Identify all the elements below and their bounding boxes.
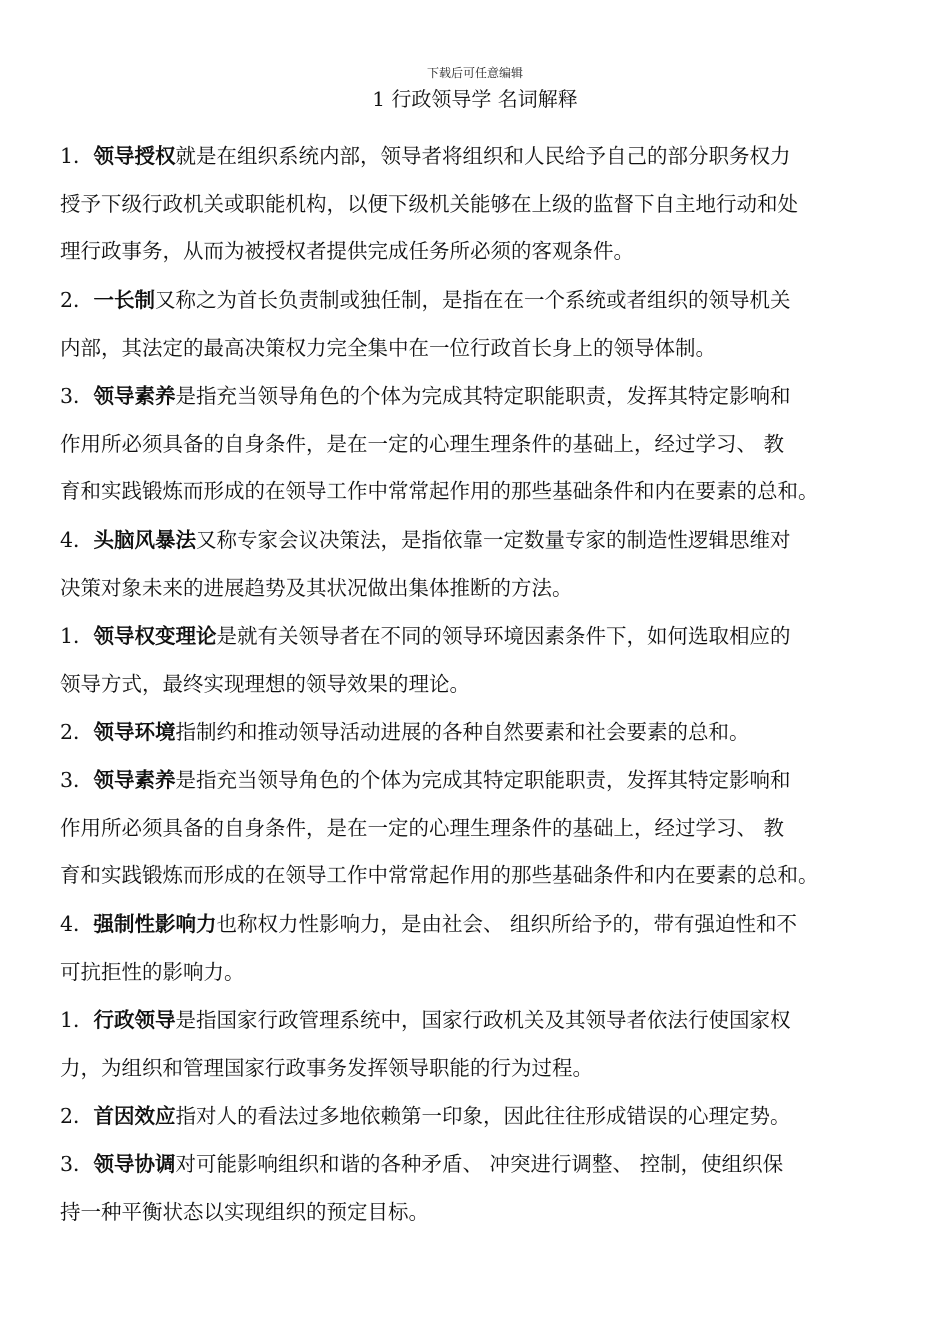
entry-text: 可抗拒性的影响力。 — [60, 959, 245, 984]
entry-text: 育和实践锻炼而形成的在领导工作中常常起作用的那些基础条件和内在要素的总和。 — [60, 479, 819, 503]
entry-line — [60, 277, 900, 325]
entry-line — [60, 1045, 900, 1093]
entry-text: 决策对象未来的进展趋势及其状况做出集体推断的方法。 — [60, 575, 573, 600]
entry-text: 是指国家行政管理系统中，国家行政机关及其领导者依法行使国家权 — [175, 1008, 791, 1032]
entry-line — [60, 325, 900, 373]
entry-text: 是指充当领导角色的个体为完成其特定职能职责，发挥其特定影响和 — [175, 384, 791, 408]
entry-line — [60, 1093, 900, 1141]
entry-text: 指制约和推动领导活动进展的各种自然要素和社会要素的总和。 — [175, 720, 750, 744]
definition-entry — [60, 613, 900, 708]
entry-term: 领导授权 — [93, 144, 176, 168]
entry-line — [60, 1141, 900, 1189]
entry-line — [60, 852, 900, 900]
entry-text: 是就有关领导者在不同的领导环境因素条件下，如何选取相应的 — [216, 624, 791, 648]
entry-number: 2． — [60, 720, 94, 744]
entry-number: 3． — [60, 768, 94, 792]
entry-number: 2． — [60, 1104, 94, 1128]
entry-number: 1． — [60, 1008, 94, 1032]
entry-text: 是指充当领导角色的个体为完成其特定职能职责，发挥其特定影响和 — [175, 768, 791, 792]
entry-line — [60, 997, 900, 1045]
entry-text: 作用所必须具备的自身条件，是在一定的心理生理条件的基础上，经过学习、 教 — [60, 815, 785, 840]
entry-line — [60, 901, 900, 949]
entry-text: 又称之为首长负责制或独任制，是指在在一个系统或者组织的领导机关 — [155, 288, 791, 312]
entry-line — [60, 421, 900, 469]
entry-text: 内部，其法定的最高决策权力完全集中在一位行政首长身上的领导体制。 — [60, 335, 716, 360]
entry-text: 理行政事务，从而为被授权者提供完成任务所必须的客观条件。 — [60, 239, 634, 263]
entry-line — [60, 661, 900, 709]
definition-entry — [60, 1093, 900, 1141]
definition-entry — [60, 517, 900, 612]
entry-line — [60, 468, 900, 516]
entry-number: 1． — [60, 144, 94, 168]
entry-term: 领导素养 — [93, 768, 176, 792]
entry-term: 首因效应 — [93, 1104, 176, 1128]
entry-number: 1． — [60, 624, 94, 648]
entry-term: 领导协调 — [93, 1152, 176, 1176]
definition-entry — [60, 997, 900, 1092]
entry-line — [60, 517, 900, 565]
entry-text: 持一种平衡状态以实现组织的预定目标。 — [60, 1199, 429, 1224]
definition-entry — [60, 757, 900, 900]
entry-term: 强制性影响力 — [93, 912, 217, 936]
entry-line — [60, 228, 900, 276]
entry-term: 行政领导 — [93, 1008, 176, 1032]
entry-number: 3． — [60, 1152, 94, 1176]
entry-number: 2． — [60, 288, 94, 312]
entry-line — [60, 613, 900, 661]
entry-text: 就是在组织系统内部，领导者将组织和人民给予自己的部分职务权力 — [175, 144, 791, 168]
entry-text: 领导方式，最终实现理想的领导效果的理论。 — [60, 671, 470, 696]
entry-line — [60, 373, 900, 421]
entry-text: 力，为组织和管理国家行政事务发挥领导职能的行为过程。 — [60, 1055, 593, 1080]
entry-text: 也称权力性影响力，是由社会、 组织所给予的，带有强迫性和不 — [216, 912, 798, 936]
entry-line — [60, 949, 900, 997]
entry-text: 对可能影响组织和谐的各种矛盾、 冲突进行调整、 控制，使组织保 — [175, 1152, 784, 1176]
entry-number: 3． — [60, 384, 94, 408]
entry-text: 作用所必须具备的自身条件，是在一定的心理生理条件的基础上，经过学习、 教 — [60, 431, 785, 456]
definition-entry — [60, 709, 900, 757]
entry-line — [60, 805, 900, 853]
entry-line — [60, 565, 900, 613]
entry-term: 头脑风暴法 — [93, 528, 197, 552]
entry-text: 育和实践锻炼而形成的在领导工作中常常起作用的那些基础条件和内在要素的总和。 — [60, 863, 819, 887]
entry-number: 4． — [60, 912, 94, 936]
entry-text: 又称专家会议决策法，是指依靠一定数量专家的制造性逻辑思维对 — [196, 528, 791, 552]
definition-entry — [60, 373, 900, 516]
entry-line — [60, 181, 900, 229]
definition-entry — [60, 133, 900, 276]
entry-term: 领导权变理论 — [93, 624, 217, 648]
page-title: 1 行政领导学 名词解释 — [372, 87, 578, 111]
entry-text: 指对人的看法过多地依赖第一印象，因此往往形成错误的心理定势。 — [175, 1104, 791, 1128]
entry-term: 领导环境 — [93, 720, 176, 744]
entry-line — [60, 133, 900, 181]
definition-entry — [60, 277, 900, 372]
header-note: 下载后可任意编辑 — [426, 66, 523, 80]
entry-line — [60, 709, 900, 757]
entry-line — [60, 1189, 900, 1237]
entry-line — [60, 757, 900, 805]
definition-entry — [60, 901, 900, 996]
entry-term: 领导素养 — [93, 384, 176, 408]
definition-entry — [60, 1141, 900, 1236]
entry-term: 一长制 — [93, 288, 156, 312]
entry-number: 4． — [60, 528, 94, 552]
entry-text: 授予下级行政机关或职能机构，以便下级机关能够在上级的监督下自主地行动和处 — [60, 191, 798, 216]
